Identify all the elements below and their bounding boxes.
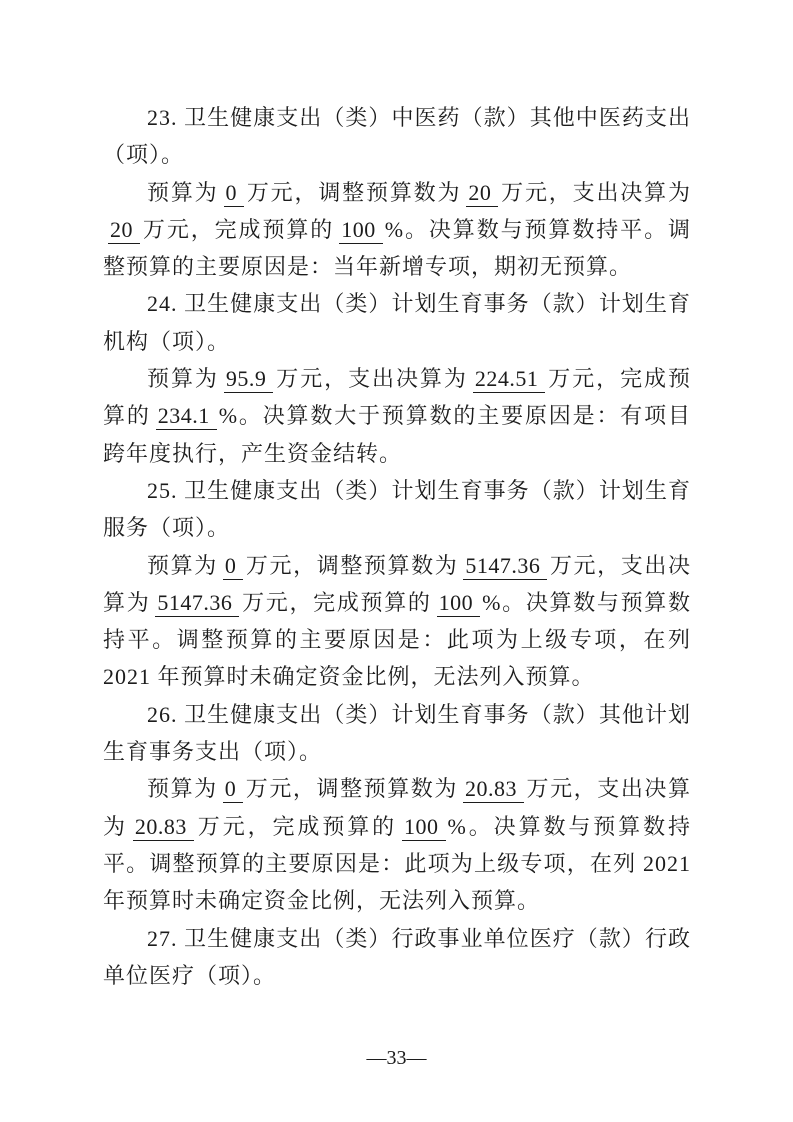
body-text: 预算为 xyxy=(147,776,218,802)
budget-value: 0 xyxy=(223,553,244,580)
budget-value: 95.9 xyxy=(224,366,274,393)
budget-value: 5147.36 xyxy=(463,553,547,580)
budget-value: 234.1 xyxy=(156,403,217,430)
budget-value: 100 xyxy=(402,814,446,841)
section-heading: 26. 卫生健康支出（类）计划生育事务（款）其他计划生育事务支出（项）。 xyxy=(103,701,691,765)
budget-value: 20 xyxy=(108,217,140,244)
page-footer xyxy=(0,1047,793,1070)
body-text: 万元，支出决算为 xyxy=(103,552,691,615)
budget-value: 5147.36 xyxy=(155,590,239,617)
section-body xyxy=(103,770,691,919)
budget-value: 20.83 xyxy=(463,776,524,803)
section-heading: 24. 卫生健康支出（类）计划生育事务（款）计划生育机构（项）。 xyxy=(103,291,691,354)
budget-value: 100 xyxy=(437,590,481,617)
body-text: 万元，调整预算数为 xyxy=(245,552,459,578)
body-text: 预算为 xyxy=(147,366,219,392)
section-body xyxy=(103,547,691,696)
body-text: 万元，完成预算的 xyxy=(103,366,691,429)
body-text: 万元，调整预算数为 xyxy=(245,776,458,802)
body-text: 预算为 xyxy=(147,552,218,578)
budget-value: 20.83 xyxy=(133,814,194,841)
body-text: %。决算数与预算数持平。调整预算的主要原因是：此项为上级专项，在列 2021 年预算时未确定资金比例，无法列入预算。 xyxy=(103,589,691,690)
body-text: 万元，支出决算为 xyxy=(500,179,691,205)
section-body xyxy=(103,174,691,286)
page-number: —33— xyxy=(366,1047,427,1069)
budget-value: 20 xyxy=(466,180,498,207)
body-text: %。决算数大于预算数的主要原因是：有项目跨年度执行，产生资金结转。 xyxy=(103,403,691,466)
body-text: 万元，完成预算的 xyxy=(195,813,398,839)
body-text: %。决算数与预算数持平。调整预算的主要原因是：当年新增专项，期初无预算。 xyxy=(103,216,691,280)
budget-value: 0 xyxy=(224,180,245,207)
budget-value: 224.51 xyxy=(473,366,546,393)
body-text: 预算为 xyxy=(147,179,219,205)
body-text: 万元，完成预算的 xyxy=(142,216,335,242)
section-heading: 27. 卫生健康支出（类）行政事业单位医疗（款）行政单位医疗（项）。 xyxy=(103,925,691,988)
document-content xyxy=(103,99,691,994)
budget-value: 0 xyxy=(223,776,244,803)
section-body xyxy=(103,360,691,472)
body-text: %。决算数与预算数持平。调整预算的主要原因是：此项为上级专项，在列 2021 年预算时未确定资金比例，无法列入预算。 xyxy=(103,813,691,914)
body-text: 万元，完成预算的 xyxy=(241,589,432,615)
body-text: 万元，支出决算为 xyxy=(275,366,468,392)
section-heading: 23. 卫生健康支出（类）中医药（款）其他中医药支出（项）。 xyxy=(103,105,691,168)
section-heading: 25. 卫生健康支出（类）计划生育事务（款）计划生育服务（项）。 xyxy=(103,477,691,541)
body-text: 万元，调整预算数为 xyxy=(246,179,462,205)
body-text: 万元，支出决算为 xyxy=(103,776,691,839)
budget-value: 100 xyxy=(339,217,383,244)
